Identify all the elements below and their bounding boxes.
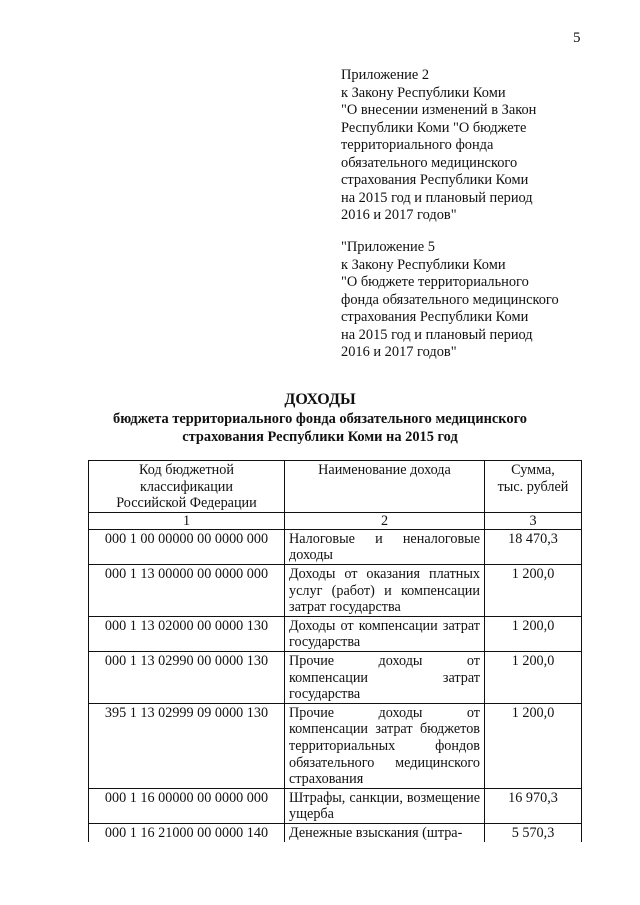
row-code: 000 1 00 00000 00 0000 000 <box>89 529 285 564</box>
appendix-5-line: к Закону Республики Коми <box>341 256 506 273</box>
appendix-5-line: на 2015 год и плановый период <box>341 326 533 343</box>
appendix-5-line: "О бюджете территориального <box>341 274 529 290</box>
row-amount: 18 470,3 <box>485 529 582 564</box>
header-amount-line: тыс. рублей <box>497 478 569 495</box>
row-name: Прочие доходы от компенсации затрат бюджетов территориальных фондов обязательного медицинского страхования <box>285 703 485 788</box>
document-subtitle-line: страхования Республики Коми на 2015 год <box>182 429 458 445</box>
appendix-2-line: Республики Коми "О бюджете <box>341 119 527 136</box>
appendix-5-line: 2016 и 2017 годов" <box>341 344 457 360</box>
row-amount: 1 200,0 <box>485 651 582 703</box>
header-code-line: классификации <box>140 478 233 495</box>
document-title: ДОХОДЫ <box>284 391 356 408</box>
row-code: 000 1 16 00000 00 0000 000 <box>89 788 285 823</box>
appendix-2-line: "О внесении изменений в Закон <box>341 102 537 118</box>
row-code: 395 1 13 02999 09 0000 130 <box>89 703 285 788</box>
document-subtitle-line: бюджета территориального фонда обязательного медицинского <box>113 411 527 427</box>
appendix-5-line: страхования Республики Коми <box>341 309 529 325</box>
header-amount-line: Сумма, <box>511 462 555 478</box>
appendix-5-line: "Приложение 5 <box>341 239 435 255</box>
table-row <box>89 651 582 703</box>
header-amount <box>485 461 582 513</box>
table-row <box>89 616 582 651</box>
header-code-line: Код бюджетной <box>139 462 234 478</box>
appendix-2-header <box>341 67 536 225</box>
row-amount: 1 200,0 <box>485 616 582 651</box>
row-amount: 1 200,0 <box>485 564 582 616</box>
appendix-2-line: 2016 и 2017 годов" <box>341 207 457 223</box>
row-name: Доходы от компенсации затрат государства <box>285 616 485 651</box>
row-name: Денежные взыскания (штра- <box>285 823 485 842</box>
appendix-2-line: на 2015 год и плановый период <box>341 189 533 206</box>
appendix-5-header <box>341 239 559 362</box>
row-name: Штрафы, санкции, возмещение ущерба <box>285 788 485 823</box>
table-row <box>89 564 582 616</box>
document-title-block <box>0 390 640 446</box>
column-number: 1 <box>89 512 285 529</box>
table-row <box>89 703 582 788</box>
row-code: 000 1 13 02990 00 0000 130 <box>89 651 285 703</box>
table-row <box>89 788 582 823</box>
appendix-2-line: к Закону Республики Коми <box>341 84 506 101</box>
header-name <box>285 461 485 513</box>
header-code <box>89 461 285 513</box>
row-code: 000 1 13 00000 00 0000 000 <box>89 564 285 616</box>
row-name: Доходы от оказания платных услуг (работ) и компенсации затрат государства <box>285 564 485 616</box>
page-number: 5 <box>573 30 581 46</box>
appendix-2-line: страхования Республики Коми <box>341 172 529 188</box>
row-name: Прочие доходы от компенсации затрат государства <box>285 651 485 703</box>
table-row <box>89 823 582 842</box>
row-name: Налоговые и неналоговые доходы <box>285 529 485 564</box>
income-table <box>88 460 582 842</box>
header-name-text: Наименование дохода <box>318 462 451 478</box>
row-code: 000 1 16 21000 00 0000 140 <box>89 823 285 842</box>
row-amount: 5 570,3 <box>485 823 582 842</box>
column-number: 3 <box>485 512 582 529</box>
appendix-2-line: территориального фонда <box>341 137 494 153</box>
row-code: 000 1 13 02000 00 0000 130 <box>89 616 285 651</box>
appendix-2-line: обязательного медицинского <box>341 154 518 171</box>
row-amount: 16 970,3 <box>485 788 582 823</box>
column-number: 2 <box>285 512 485 529</box>
row-amount: 1 200,0 <box>485 703 582 788</box>
appendix-2-line: Приложение 2 <box>341 67 430 83</box>
appendix-5-line: фонда обязательного медицинского <box>341 291 559 308</box>
table-header-row <box>89 461 582 513</box>
table-row <box>89 529 582 564</box>
header-code-line: Российской Федерации <box>116 495 257 512</box>
column-number-row <box>89 512 582 529</box>
